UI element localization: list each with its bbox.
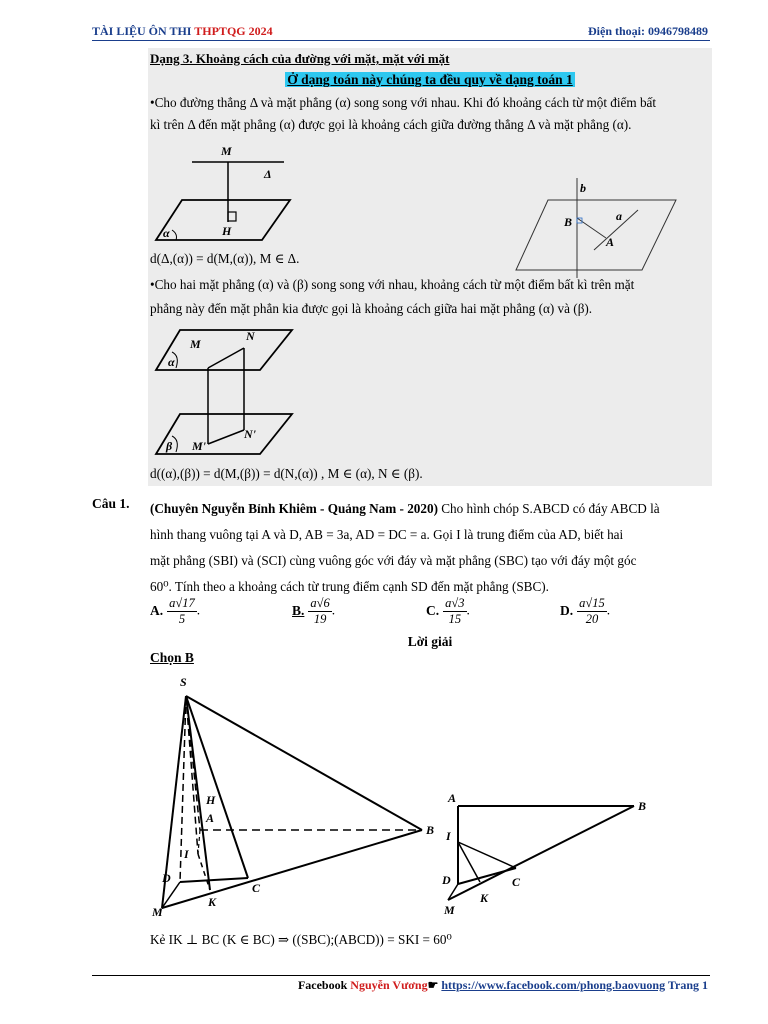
footer: Facebook Nguyễn Vương☛ https://www.facebook.com/phong.baovuong Trang 1: [297, 978, 708, 992]
paragraph-2-line-1: •Cho hai mặt phẳng (α) và (β) song song với nhau, khoảng cách từ một điểm bất kì trên mặt: [150, 277, 635, 292]
figure-line-plane: [150, 140, 300, 246]
label-M: M: [221, 144, 232, 158]
label-B: B: [564, 215, 573, 229]
label-M: M: [152, 905, 163, 919]
header-phone: Điện thoại: 0946798489: [588, 24, 708, 38]
plane: [516, 200, 676, 270]
label-D: D: [162, 871, 171, 885]
label-D: D: [442, 873, 451, 887]
header-title: TÀI LIỆU ÔN THI THPTQG 2024: [92, 24, 273, 38]
label-C: C: [252, 881, 261, 895]
paragraph-2-line-2: phẳng này đến mặt phẳn kia được gọi là khoảng cách giữa hai mặt phẳng (α) và (β).: [150, 301, 593, 316]
edge-MB: [162, 830, 422, 908]
solution-line: Kẻ IK ⊥ BC (K ∈ BC) ⇒ ((SBC);(ABCD)) = SKI = 60⁰: [150, 932, 452, 947]
page-number: Trang 1: [665, 978, 708, 992]
plane-beta: [156, 414, 292, 454]
formula-2: d((α),(β)) = d(M,(β)) = d(N,(α)) , M ∈ (α), N ∈ (β).: [150, 466, 423, 481]
label-b: b: [580, 181, 586, 195]
answer-c[interactable]: C. $\frac{a√3}{15}$ .: [426, 596, 470, 626]
label-delta: Δ: [264, 167, 272, 181]
edge-DC: [180, 878, 248, 882]
question-source: (Chuyên Nguyễn Bỉnh Khiêm - Quảng Nam - 2020): [150, 501, 438, 516]
label-C: C: [512, 875, 521, 889]
label-H: H: [222, 224, 232, 238]
label-N: N: [246, 329, 255, 343]
label-beta: β: [166, 439, 173, 453]
label-B: B: [426, 823, 435, 837]
answer-a[interactable]: A. $\frac{a√17}{5}$ .: [150, 596, 201, 626]
plane-alpha: [156, 330, 292, 370]
edge-MB: [448, 806, 634, 900]
label-N-prime: N': [244, 427, 256, 441]
figure-plane-lines: [510, 178, 690, 278]
label-M: M: [190, 337, 201, 351]
footer-link[interactable]: https://www.facebook.com/phong.baovuong: [441, 978, 666, 992]
label-a: a: [616, 209, 622, 223]
section-subtitle: Ở dạng toán này chúng ta đều quy về dạng toán 1: [287, 72, 573, 87]
solution-title: Lời giải: [407, 634, 453, 649]
answer-d[interactable]: D. $\frac{a√15}{20}$ .: [560, 596, 611, 626]
figure-two-planes: [150, 326, 300, 458]
figure-pyramid: [150, 672, 440, 920]
paragraph-1-line-1: •Cho đường thẳng Δ và mặt phẳng (α) song song với nhau. Khi đó khoảng cách từ một điểm bất: [150, 95, 657, 110]
label-A: A: [206, 811, 215, 825]
answer-b[interactable]: B. $\frac{a√6}{19}$ .: [292, 596, 336, 626]
label-S: S: [180, 675, 187, 689]
footer-author: Nguyễn Vương: [350, 978, 428, 992]
right-angle-mark: [228, 212, 236, 221]
label-M: M: [444, 903, 455, 917]
label-alpha: α: [163, 226, 170, 240]
label-A: A: [448, 791, 457, 805]
label-alpha: α: [168, 355, 175, 369]
label-M-prime: M': [192, 439, 207, 453]
label-I: I: [446, 829, 451, 843]
chosen-answer: Chọn B: [150, 650, 194, 665]
question-text: (Chuyên Nguyễn Bỉnh Khiêm - Quảng Nam - 2020) Cho hình chóp S.ABCD có đáy ABCD là hình thang vuông tại A và D, AB = 3a, AD = DC = a. Gọi I là trung điểm của AD, biết hai mặt phẳng (SBI) và (SCI) cùng vuông góc với đáy và mặt phẳng (SBC) tạo với đáy một góc 60⁰. Tính theo a khoảng cách từ trung điểm cạnh SD đến mặt phẳng (SBC).: [150, 501, 660, 594]
label-B: B: [638, 799, 647, 813]
section-title: Dạng 3. Khoảng cách của đường với mặt, mặt với mặt: [150, 51, 450, 66]
figure-base: [440, 788, 660, 918]
header-divider: [92, 40, 710, 41]
segment-IK: [458, 842, 480, 882]
label-K: K: [208, 895, 217, 909]
label-A: A: [606, 235, 615, 249]
edge-SB: [186, 696, 422, 830]
label-I: I: [184, 847, 189, 861]
header-highlight: THPTQG 2024: [194, 24, 273, 38]
question-label: Câu 1.: [92, 496, 130, 511]
label-K: K: [480, 891, 489, 905]
footer-divider: [92, 975, 710, 976]
paragraph-1-line-2: kì trên Δ đến mặt phẳng (α) được gọi là khoảng cách giữa đường thẳng Δ và mặt phẳng (α).: [150, 117, 632, 132]
formula-1: d(Δ,(α)) = d(M,(α)), M ∈ Δ.: [150, 251, 300, 266]
label-H: H: [206, 793, 216, 807]
